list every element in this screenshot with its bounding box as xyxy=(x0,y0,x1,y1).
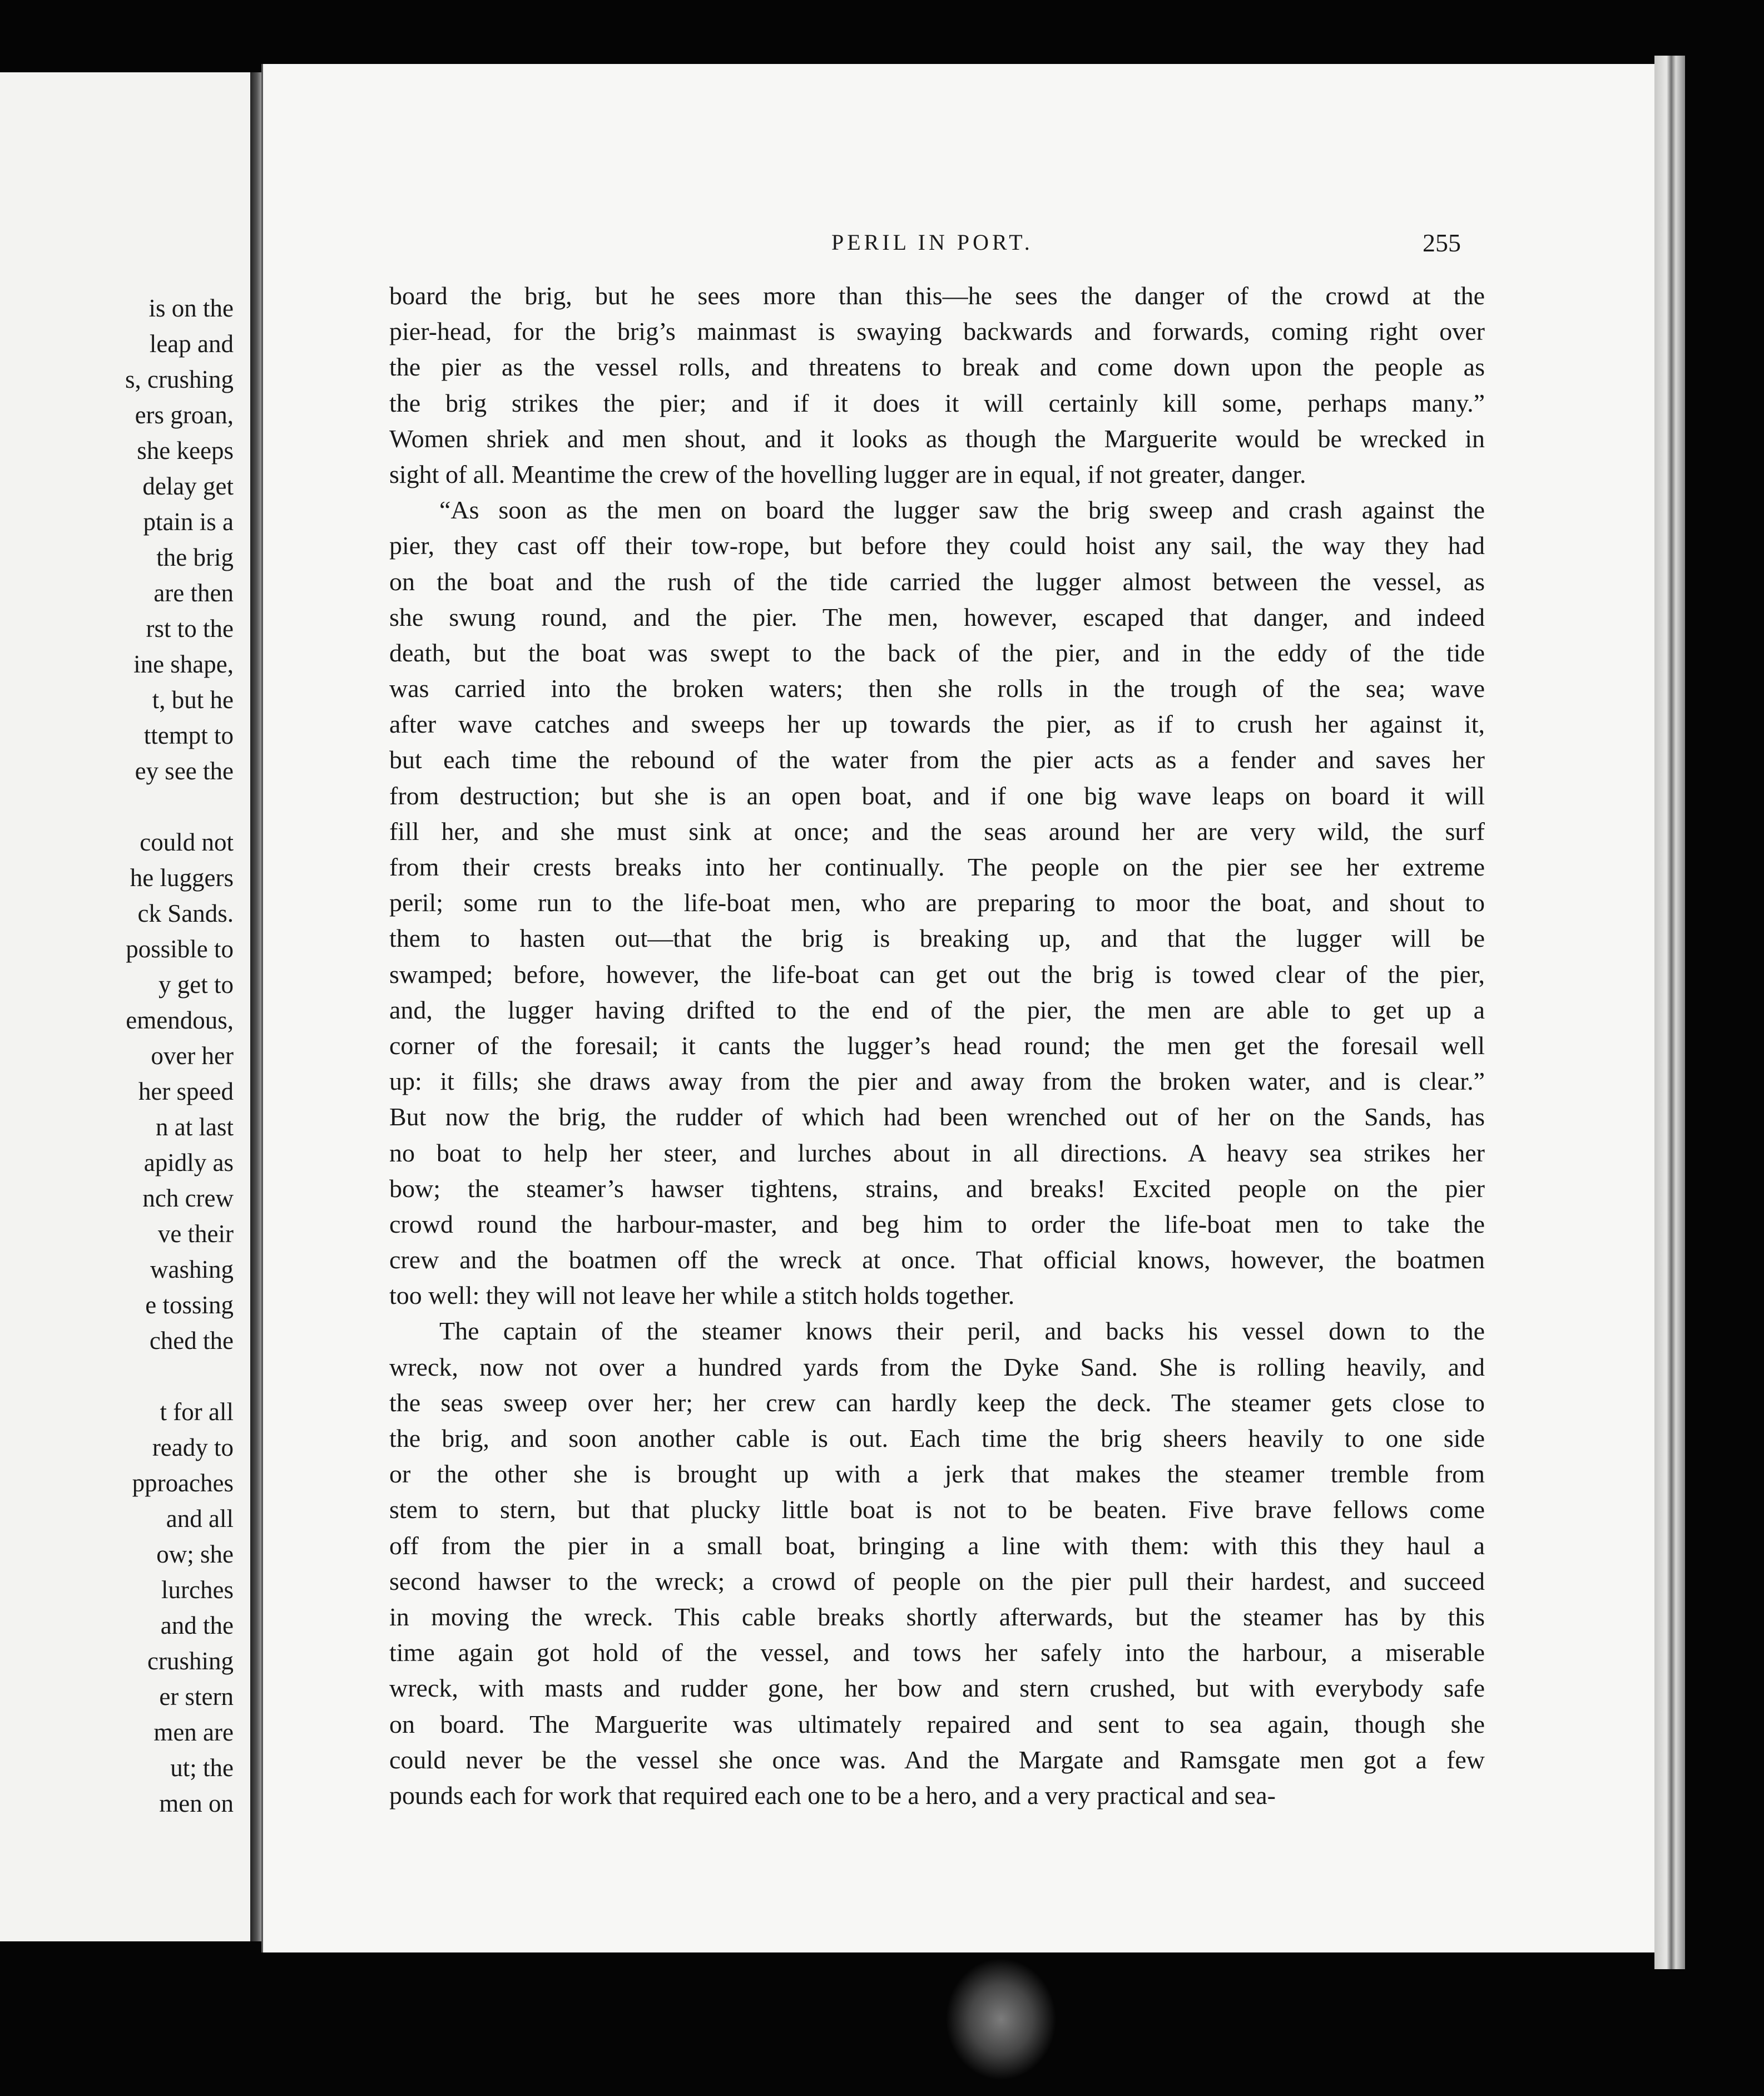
text-line: on board. The Marguerite was ultimately repaired and sent to sea again, though she xyxy=(389,1709,1485,1738)
facing-page-line xyxy=(0,789,234,824)
text-line: Women shriek and men shout, and it looks as though the Marguerite would be wrecked in xyxy=(389,424,1485,453)
text-line: from destruction; but she is an open boat, and if one big wave leaps on board it will xyxy=(389,781,1485,810)
text-line: pier, they cast off their tow-rope, but before they could hoist any sail, the way they had xyxy=(389,531,1485,560)
text-line: she swung round, and the pier. The men, however, escaped that danger, and indeed xyxy=(389,602,1485,631)
scan-artifact xyxy=(945,1958,1057,2080)
facing-page-line: lurches xyxy=(161,1576,234,1604)
text-line: pounds each for work that required each one to be a hero, and a very practical and sea- xyxy=(389,1781,1276,1810)
facing-page-line: s, crushing xyxy=(125,365,234,393)
facing-page-line: over her xyxy=(151,1042,234,1070)
facing-page-line: t for all xyxy=(160,1398,234,1426)
text-line: up: it fills; she draws away from the pier and away from the broken water, and is clear.” xyxy=(389,1067,1485,1096)
facing-page-line: y get to xyxy=(158,971,234,998)
facing-page-line: ine shape, xyxy=(133,650,234,678)
text-line: off from the pier in a small boat, bringing a line with them: with this they haul a xyxy=(389,1531,1485,1560)
facing-page-line: ut; the xyxy=(170,1754,234,1782)
facing-page-line: her speed xyxy=(138,1077,234,1105)
text-line: crew and the boatmen off the wreck at once. That official knows, however, the boatmen xyxy=(389,1245,1485,1274)
text-line: the brig, and soon another cable is out. Each time the brig sheers heavily to one side xyxy=(389,1424,1485,1452)
facing-page-line xyxy=(0,1358,234,1394)
facing-page-line: possible to xyxy=(126,935,234,963)
facing-page-line: delay get xyxy=(142,472,234,500)
facing-page-line: e tossing xyxy=(145,1291,234,1319)
facing-page-line: ey see the xyxy=(135,757,234,785)
facing-page-text xyxy=(0,290,234,1821)
text-line: and, the lugger having drifted to the end of the pier, the men are able to get up a xyxy=(389,995,1485,1024)
running-head: PERIL IN PORT. xyxy=(831,230,1033,255)
text-line: peril; some run to the life-boat men, who are preparing to moor the boat, and shout to xyxy=(389,888,1485,917)
text-line: could never be the vessel she once was. And the Margate and Ramsgate men got a few xyxy=(389,1745,1485,1774)
text-line: bow; the steamer’s hawser tightens, strains, and breaks! Excited people on the pier xyxy=(389,1174,1485,1203)
facing-page-line: men on xyxy=(159,1789,234,1817)
text-line: But now the brig, the rudder of which had been wrenched out of her on the Sands, has xyxy=(389,1103,1485,1131)
facing-page-line: ow; she xyxy=(156,1540,234,1568)
text-line: the brig strikes the pier; and if it does it will certainly kill some, perhaps many.” xyxy=(389,388,1485,417)
text-line: stem to stern, but that plucky little boat is not to be beaten. Five brave fellows come xyxy=(389,1495,1485,1524)
facing-page-line: emendous, xyxy=(126,1006,234,1034)
facing-page-line: men are xyxy=(153,1718,234,1746)
text-line: from their crests breaks into her continually. The people on the pier see her extreme xyxy=(389,853,1485,881)
text-line: swamped; before, however, the life-boat can get out the brig is towed clear of the pier, xyxy=(389,960,1485,988)
text-line: on the boat and the rush of the tide carried the lugger almost between the vessel, as xyxy=(389,567,1485,596)
page-number: 255 xyxy=(1423,229,1461,257)
text-line: was carried into the broken waters; then she rolls in the trough of the sea; wave xyxy=(389,674,1485,703)
text-line: sight of all. Meantime the crew of the hovelling lugger are in equal, if not greater, danger. xyxy=(389,459,1306,488)
text-line: board the brig, but he sees more than this—he sees the danger of the crowd at the xyxy=(389,281,1485,310)
text-line: corner of the foresail; it cants the lugger’s head round; the men get the foresail well xyxy=(389,1031,1485,1060)
text-line: no boat to help her steer, and lurches about in all directions. A heavy sea strikes her xyxy=(389,1138,1485,1167)
text-line: death, but the boat was swept to the back of the pier, and in the eddy of the tide xyxy=(389,638,1485,667)
text-line: or the other she is brought up with a jerk that makes the steamer tremble from xyxy=(389,1460,1485,1489)
facing-page-line: ers groan, xyxy=(135,401,234,429)
text-line: The captain of the steamer knows their peril, and backs his vessel down to the xyxy=(439,1317,1485,1346)
text-line: the seas sweep over her; her crew can hardly keep the deck. The steamer gets close to xyxy=(389,1388,1485,1417)
text-line: second hawser to the wreck; a crowd of people on the pier pull their hardest, and succeed xyxy=(389,1566,1485,1595)
text-line: wreck, with masts and rudder gone, her bow and stern crushed, but with everybody safe xyxy=(389,1674,1485,1703)
book-gutter xyxy=(250,72,261,1941)
text-line: but each time the rebound of the water from the pier acts as a fender and saves her xyxy=(389,745,1485,774)
facing-page-line: apidly as xyxy=(143,1149,234,1176)
facing-page-line: ve their xyxy=(157,1220,234,1248)
text-line: crowd round the harbour-master, and beg him to order the life-boat men to take the xyxy=(389,1209,1485,1238)
text-line: fill her, and she must sink at once; and the seas around her are very wild, the surf xyxy=(389,817,1485,846)
text-line: them to hasten out—that the brig is breaking up, and that the lugger will be xyxy=(389,924,1485,953)
facing-page-line: rst to the xyxy=(146,615,234,642)
facing-page-line: nch crew xyxy=(142,1184,234,1212)
facing-page-line: washing xyxy=(150,1255,234,1283)
text-line: too well: they will not leave her while a stitch holds together. xyxy=(389,1281,1015,1310)
facing-page-fragment xyxy=(0,72,258,1941)
facing-page-line: ready to xyxy=(152,1433,234,1461)
text-line: pier-head, for the brig’s mainmast is swaying backwards and forwards, coming right over xyxy=(389,317,1485,346)
facing-page-line: leap and xyxy=(149,330,234,358)
facing-page-line: he luggers xyxy=(130,864,234,892)
facing-page-line: the brig xyxy=(156,543,234,571)
text-line: in moving the wreck. This cable breaks shortly afterwards, but the steamer has by this xyxy=(389,1602,1485,1631)
text-line: “As soon as the men on board the lugger saw the brig sweep and crash against the xyxy=(439,496,1485,525)
facing-page-line: er stern xyxy=(159,1683,234,1711)
facing-page-line: could not xyxy=(140,828,234,856)
text-line: after wave catches and sweeps her up towards the pier, as if to crush her against it, xyxy=(389,710,1485,739)
facing-page-line: is on the xyxy=(148,294,234,322)
facing-page-line: ched the xyxy=(149,1327,234,1355)
facing-page-line: are then xyxy=(153,579,234,607)
facing-page-line: ptain is a xyxy=(143,508,234,536)
facing-page-line: pproaches xyxy=(132,1469,234,1497)
text-line: the pier as the vessel rolls, and threatens to break and come down upon the people as xyxy=(389,353,1485,382)
page-edge-stack xyxy=(1654,56,1685,1969)
facing-page-line: she keeps xyxy=(137,437,234,464)
facing-page-line: and all xyxy=(166,1505,234,1533)
text-line: time again got hold of the vessel, and tows her safely into the harbour, a miserable xyxy=(389,1638,1485,1667)
facing-page-line: t, but he xyxy=(152,686,234,714)
facing-page-line: crushing xyxy=(147,1647,234,1675)
text-line: wreck, now not over a hundred yards from the Dyke Sand. She is rolling heavily, and xyxy=(389,1352,1485,1381)
facing-page-line: n at last xyxy=(156,1113,234,1141)
body-text xyxy=(389,278,1485,1813)
facing-page-line: ck Sands. xyxy=(137,899,234,927)
facing-page-line: and the xyxy=(160,1611,234,1639)
facing-page-line: ttempt to xyxy=(143,721,234,749)
